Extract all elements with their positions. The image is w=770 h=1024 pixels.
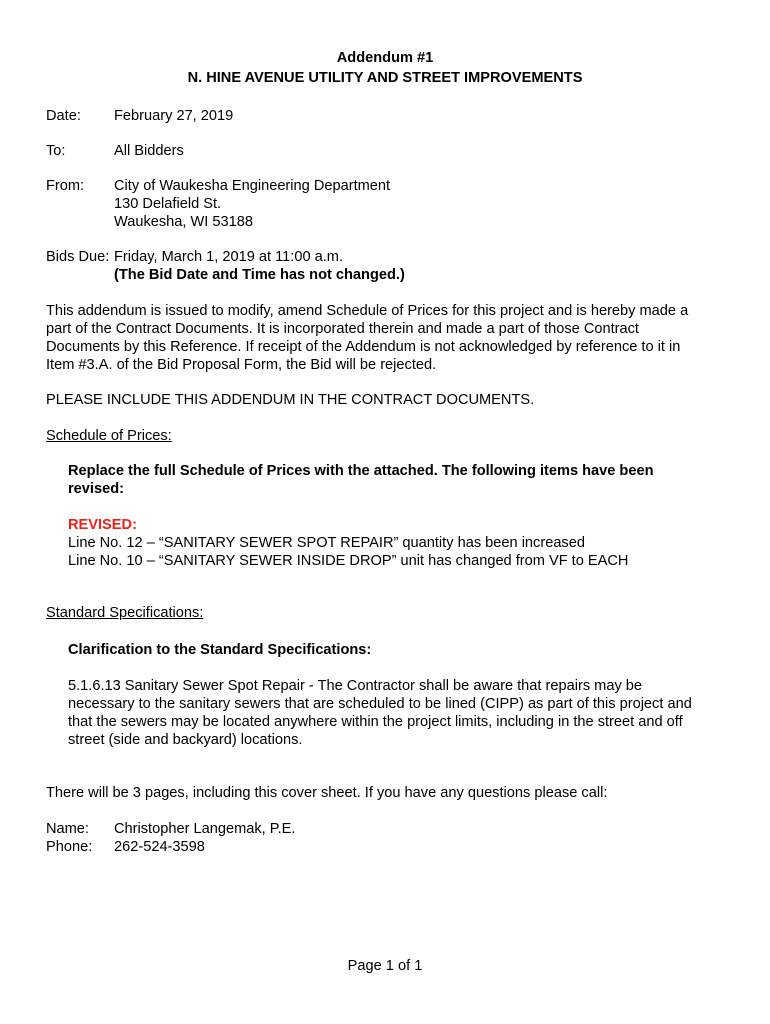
spec-paragraph-line: street (side and backyard) locations. bbox=[68, 732, 303, 748]
to-label: To: bbox=[46, 143, 66, 159]
date-value: February 27, 2019 bbox=[114, 108, 234, 124]
specs-heading: Standard Specifications: bbox=[46, 605, 204, 621]
contact-phone: 262-524-3598 bbox=[114, 839, 205, 855]
revised-label: REVISED: bbox=[68, 517, 137, 533]
to-value: All Bidders bbox=[114, 143, 184, 159]
schedule-instruction: Replace the full Schedule of Prices with the attached. The following items have been bbox=[68, 463, 654, 479]
intro-line: part of the Contract Documents. It is incorporated therein and made a part of those Contract bbox=[46, 321, 639, 337]
from-label: From: bbox=[46, 178, 85, 194]
spec-paragraph-line: that the sewers may be located anywhere within the project limits, including in the street and off bbox=[68, 714, 683, 730]
bids-due-note: (The Bid Date and Time has not changed.) bbox=[114, 267, 405, 283]
revised-item: Line No. 10 – “SANITARY SEWER INSIDE DROP” unit has changed from VF to EACH bbox=[68, 553, 629, 569]
from-line: 130 Delafield St. bbox=[114, 196, 222, 212]
schedule-instruction: revised: bbox=[68, 481, 124, 497]
intro-line: This addendum is issued to modify, amend Schedule of Prices for this project and is hereby made a bbox=[46, 303, 689, 319]
page-number: Page 1 of 1 bbox=[347, 958, 423, 974]
schedule-heading: Schedule of Prices: bbox=[46, 428, 172, 444]
from-line: City of Waukesha Engineering Department bbox=[114, 178, 391, 194]
addendum-title: Addendum #1 bbox=[336, 50, 434, 66]
from-line: Waukesha, WI 53188 bbox=[114, 214, 253, 230]
spec-paragraph-line: necessary to the sanitary sewers that are scheduled to be lined (CIPP) as part of this project and bbox=[68, 696, 692, 712]
bids-due-value: Friday, March 1, 2019 at 11:00 a.m. bbox=[114, 249, 344, 265]
bids-due-label: Bids Due: bbox=[46, 249, 110, 265]
project-title: N. HINE AVENUE UTILITY AND STREET IMPROVEMENTS bbox=[187, 70, 583, 86]
intro-line: Item #3.A. of the Bid Proposal Form, the Bid will be rejected. bbox=[46, 357, 437, 373]
date-label: Date: bbox=[46, 108, 81, 124]
intro-line: Documents by this Reference. If receipt of the Addendum is not acknowledged by reference to it in bbox=[46, 339, 681, 355]
clarification-heading: Clarification to the Standard Specifications: bbox=[68, 642, 372, 658]
contact-name: Christopher Langemak, P.E. bbox=[114, 821, 296, 837]
revised-item: Line No. 12 – “SANITARY SEWER SPOT REPAIR” quantity has been increased bbox=[68, 535, 585, 551]
name-label: Name: bbox=[46, 821, 89, 837]
please-include-note: PLEASE INCLUDE THIS ADDENDUM IN THE CONTRACT DOCUMENTS. bbox=[46, 392, 535, 408]
phone-label: Phone: bbox=[46, 839, 93, 855]
pages-note: There will be 3 pages, including this cover sheet. If you have any questions please call: bbox=[46, 785, 608, 801]
spec-paragraph-line: 5.1.6.13 Sanitary Sewer Spot Repair - The Contractor shall be aware that repairs may be bbox=[68, 678, 643, 694]
